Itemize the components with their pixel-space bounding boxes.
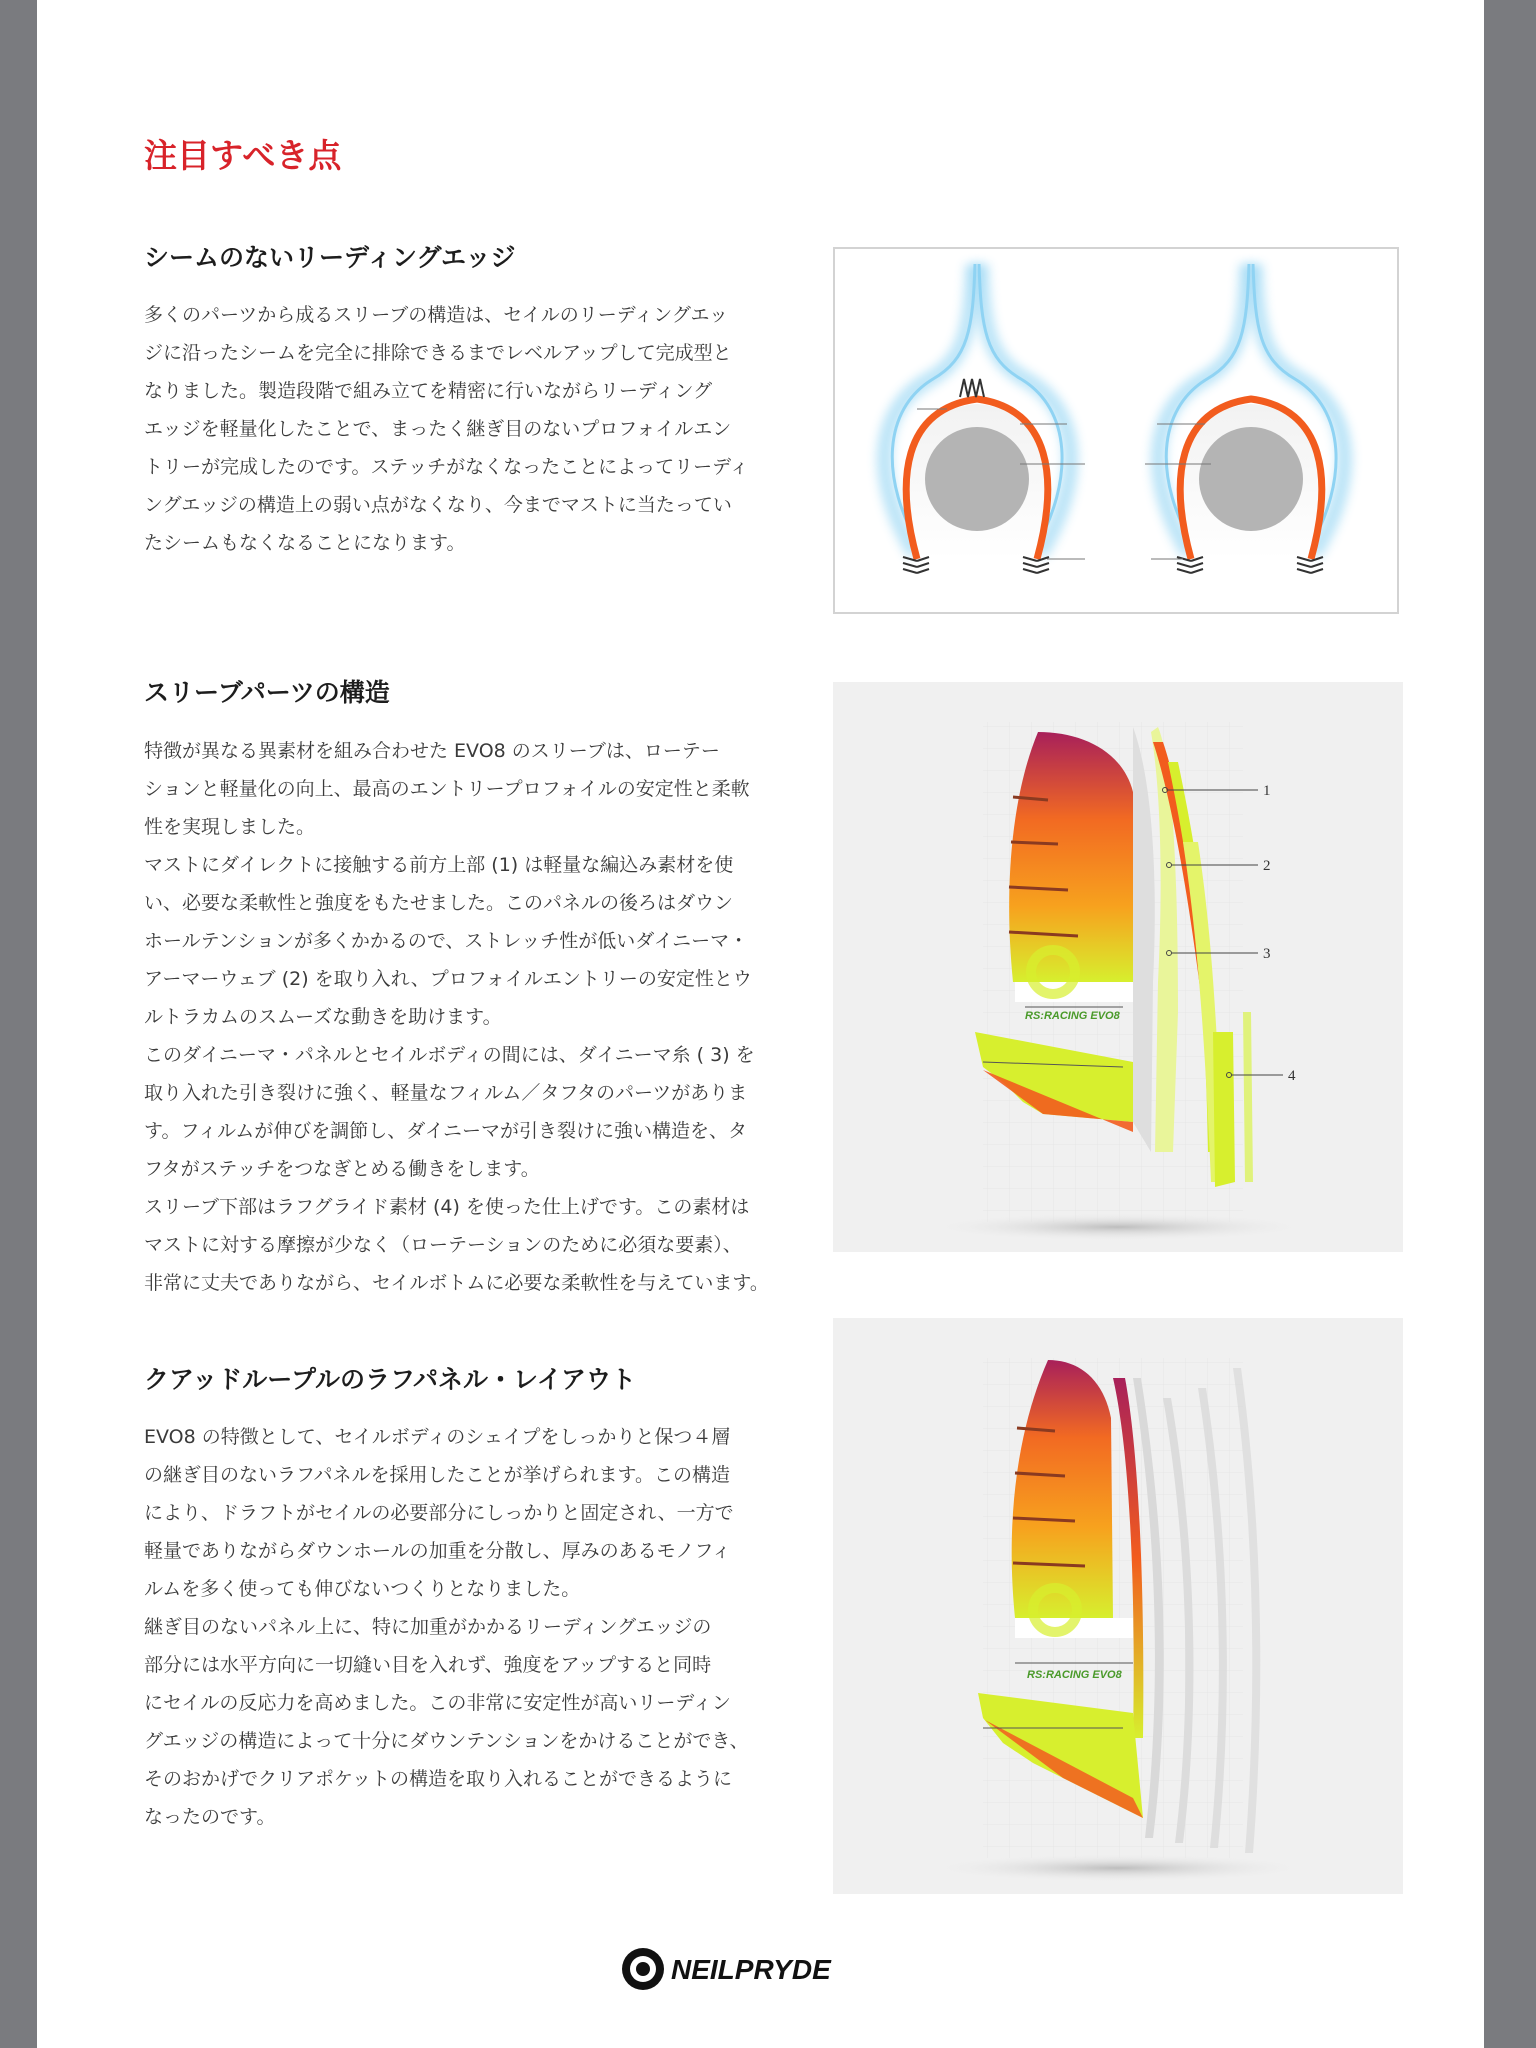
text-line: なったのです。 [144, 1806, 276, 1828]
text-line: マストに対する摩擦が少なく（ローテーションのために必須な要素）、 [144, 1234, 742, 1256]
callout-label-3: 3 [1263, 946, 1271, 962]
section-title-sleeve-parts: スリーブパーツの構造 [144, 678, 390, 707]
text-line: 継ぎ目のないパネル上に、特に加重がかかるリーディングエッジの [144, 1616, 712, 1638]
text-line: ルトラカムのスムーズな動きを助けます。 [144, 1006, 502, 1028]
text-line: 部分には水平方向に一切縫い目を入れず、強度をアップすると同時 [144, 1654, 712, 1676]
text-line: ングエッジの構造上の弱い点がなくなり、今までマストに当たってい [144, 494, 732, 516]
section-title-seamless-leading-edge: シームのないリーディングエッジ [144, 243, 516, 272]
section-body-sleeve-parts [144, 732, 784, 1302]
seamless-profile [1145, 264, 1344, 573]
page-title: 注目すべき点 [144, 136, 342, 175]
text-line: い、必要な柔軟性と強度をもたせました。このパネルの後ろはダウン [144, 892, 734, 914]
callout-label-2: 2 [1263, 858, 1271, 874]
text-line: アーマーウェブ (2) を取り入れ、プロフォイルエントリーの安定性とウ [144, 968, 752, 990]
sail-brand-text: RS:RACING EVO8 [1025, 1010, 1120, 1022]
footer-brand-text: NEILPRYDE [671, 1954, 831, 1985]
text-line: なりました。製造段階で組み立てを精密に行いながらリーディング [144, 380, 713, 402]
text-line: スリーブ下部はラフグライド素材 (4) を使った仕上げです。この素材は [144, 1196, 750, 1218]
text-line: す。フィルムが伸びを調節し、ダイニーマが引き裂けに強い構造を、タ [144, 1120, 748, 1142]
sleeve-parts-sail-illustration [833, 682, 1403, 1252]
leading-edge-cross-section-diagram [833, 247, 1399, 614]
text-line: このダイニーマ・パネルとセイルボディの間には、ダイニーマ糸 ( 3) を [144, 1044, 755, 1066]
text-line: 特徴が異なる異素材を組み合わせた EVO8 のスリーブは、ローテー [144, 740, 720, 762]
text-line: ションと軽量化の向上、最高のエントリープロフォイルの安定性と柔軟 [144, 778, 750, 800]
section-body-quadruple-luff-panel [144, 1418, 784, 1836]
text-line: 軽量でありながらダウンホールの加重を分散し、厚みのあるモノフィ [144, 1540, 731, 1562]
text-line: にセイルの反応力を高めました。この非常に安定性が高いリーディン [144, 1692, 731, 1714]
text-line: そのおかげでクリアポケットの構造を取り入れることができるように [144, 1768, 733, 1790]
sail-body [1009, 732, 1133, 982]
text-line: 非常に丈夫でありながら、セイルボトムに必要な柔軟性を与えています。 [144, 1272, 769, 1294]
text-line: により、ドラフトがセイルの必要部分にしっかりと固定され、一方で [144, 1502, 734, 1524]
text-line: 取り入れた引き裂けに強く、軽量なフィルム／タフタのパーツがありま [144, 1082, 748, 1104]
text-line: フタがステッチをつなぎとめる働きをします。 [144, 1158, 540, 1180]
neilpryde-logo [619, 1945, 919, 1993]
luff-panel-sail-illustration [833, 1318, 1403, 1894]
text-line: の継ぎ目のないラフパネルを採用したことが挙げられます。この構造 [144, 1464, 730, 1486]
text-line: ホールテンションが多くかかるので、ストレッチ性が低いダイニーマ・ [144, 930, 749, 952]
section-title-quadruple-luff-panel: クアッドループルのラフパネル・レイアウト [144, 1365, 637, 1394]
text-line: EVO8 の特徴として、セイルボディのシェイプをしっかりと保つ４層 [144, 1426, 731, 1448]
text-line: 性を実現しました。 [144, 816, 316, 838]
page [37, 0, 1484, 2048]
text-line: トリーが完成したのです。ステッチがなくなったことによってリーディ [144, 456, 749, 478]
text-line: エッジを軽量化したことで、まったく継ぎ目のないプロフォイルエン [144, 418, 732, 440]
callout-label-1: 1 [1263, 783, 1271, 799]
section-body-seamless-leading-edge [144, 296, 784, 562]
text-line: たシームもなくなることになります。 [144, 532, 466, 554]
sail-brand-text: RS:RACING EVO8 [1027, 1669, 1122, 1681]
text-line: 多くのパーツから成るスリーブの構造は、セイルのリーディングエッ [144, 304, 729, 326]
callout-label-4: 4 [1288, 1068, 1296, 1084]
text-line: グエッジの構造によって十分にダウンテンションをかけることができ、 [144, 1730, 749, 1752]
text-line: ルムを多く使っても伸びないつくりとなりました。 [144, 1578, 581, 1600]
stitched-profile [885, 264, 1085, 573]
text-line: ジに沿ったシームを完全に排除できるまでレベルアップして完成型と [144, 342, 732, 364]
sleeve-part-4 [1213, 1032, 1235, 1187]
text-line: マストにダイレクトに接触する前方上部 (1) は軽量な編込み素材を使 [144, 854, 734, 876]
